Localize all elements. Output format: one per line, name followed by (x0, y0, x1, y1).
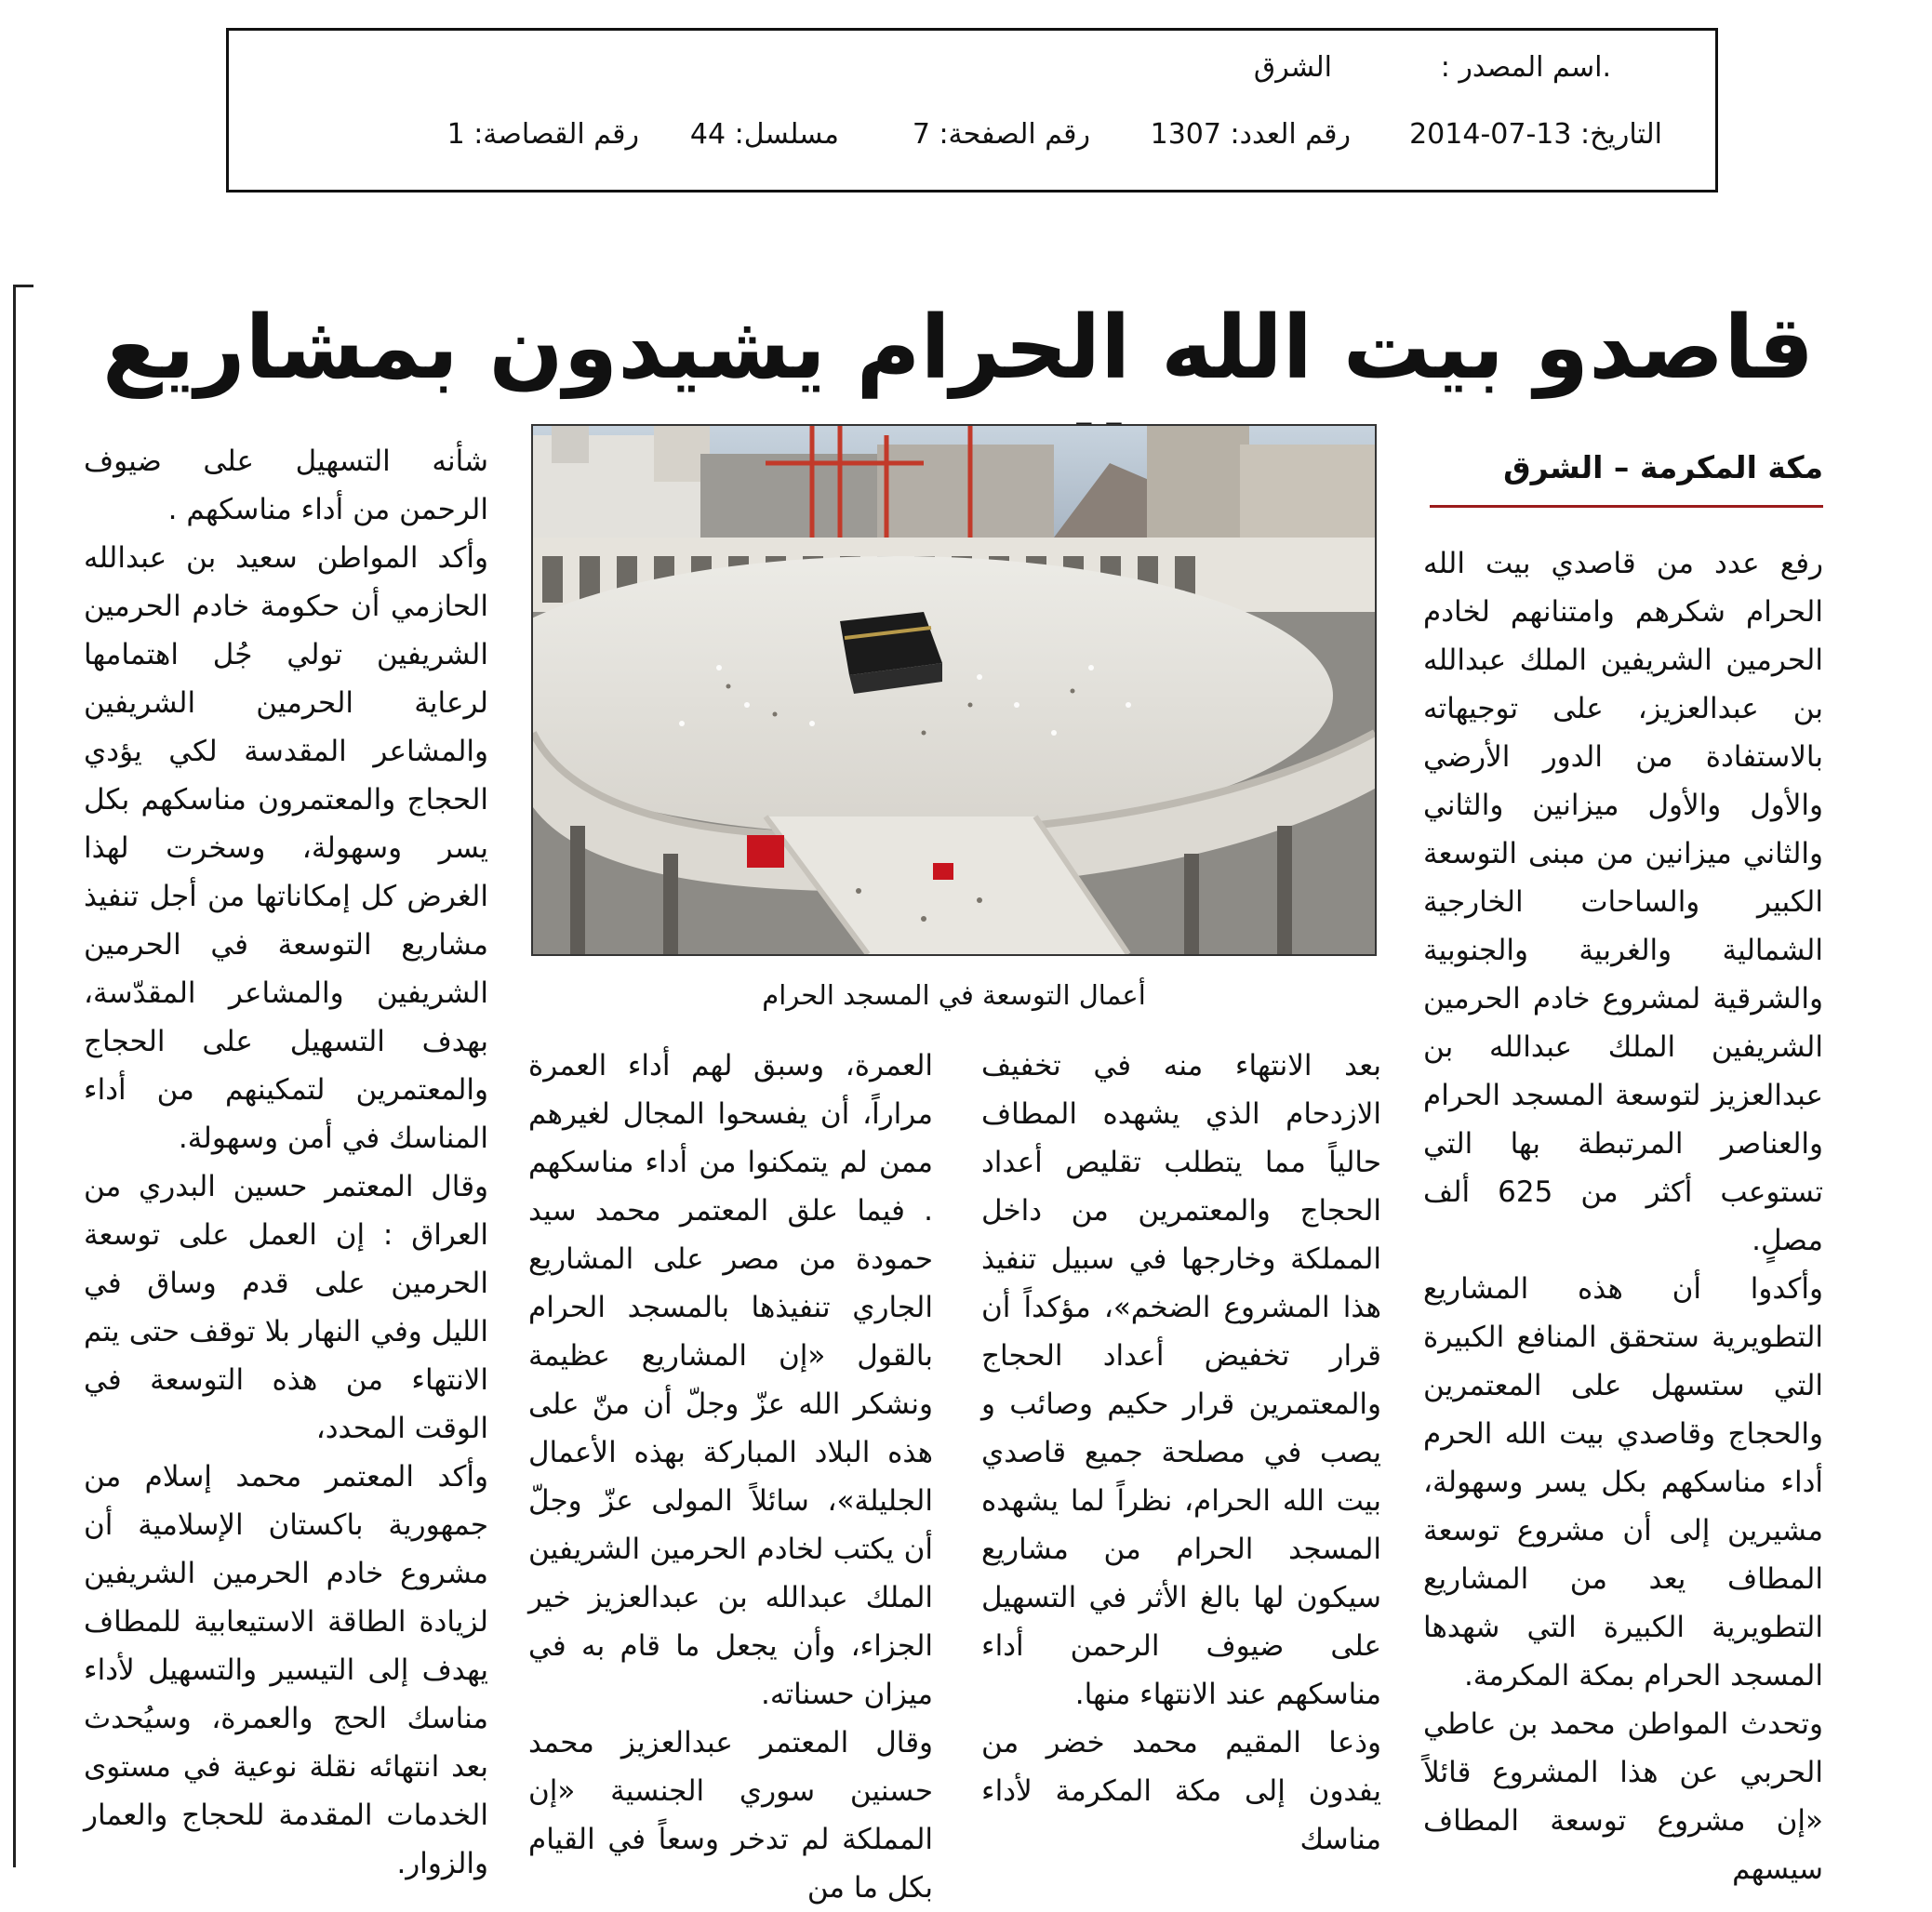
article-headline: قاصدو بيت الله الحرام يشيدون بمشاريع (101, 298, 1815, 399)
source-info-box (226, 28, 1718, 193)
dateline-rule (1430, 505, 1823, 508)
paragraph: وأكدوا أن هذه المشاريع التطويرية ستحقق المنافع الكبيرة التي ستسهل على المعتمرين والحجاج وقاصدي بيت الله الحرم أداء مناسكهم بكل يسر وسهولة، مشيرين إلى أن مشروع توسعة المطاف يعد من المشاريع التطويرية الكبيرة التي شهدها المسجد الحرام بمكة المكرمة. (1423, 1272, 1823, 1693)
paragraph: وذعا المقيم محمد خضر من يفدون إلى مكة المكرمة لأداء مناسك (981, 1726, 1381, 1856)
paragraph: بعد الانتهاء منه في تخفيف الازدحام الذي يشهده المطاف حالياً مما يتطلب تقليص أعداد الحجاج والمعتمرين من داخل المملكة وخارجها في سبيل تنفيذ هذا المشروع الضخم»، مؤكداً أن قرار تخفيض أعداد الحجاج والمعتمرين قرار حكيم وصائب و يصب في مصلحة جميع قاصدي بيت الله الحرام، نظراً لما يشهده المسجد الحرام من مشاريع سيكون لها بالغ الأثر في التسهيل على ضيوف الرحمن أداء مناسكهم عند الانتهاء منها. (981, 1049, 1381, 1711)
date-field: التاريخ: 13-07-2014 (1409, 118, 1662, 151)
clip-number-field: رقم القصاصة: 1 (446, 118, 639, 151)
source-value: الشرق (1253, 51, 1332, 84)
article-column-left (84, 437, 488, 1880)
grand-mosque-expansion-image (533, 426, 1375, 954)
photo-caption: أعمال التوسعة في المسجد الحرام (762, 979, 1146, 1011)
page-edge-rule (13, 286, 16, 1867)
source-label: .اسم المصدر : (1440, 51, 1611, 84)
article-column-mid-left (528, 1042, 933, 1905)
issue-number-field: رقم العدد: 1307 (1150, 118, 1351, 151)
paragraph: وقال المعتمر عبدالعزيز محمد حسنين سوري الجنسية «إن المملكة لم تدخر وسعاً في القيام بكل ما من (528, 1726, 933, 1905)
dateline: مكة المكرمة – الشرق (1503, 449, 1823, 485)
serial-field: مسلسل: 44 (689, 118, 839, 151)
paragraph: وقال المعتمر حسين البدري من العراق : إن العمل على توسعة الحرمين على قدم وساق في الليل وفي النهار بلا توقف حتى يتم الانتهاء من هذه التوسعة في الوقت المحدد، (84, 1170, 488, 1445)
paragraph: وتحدث المواطن محمد بن عاطي الحربي عن هذا المشروع قائلاً «إن مشروع توسعة المطاف سيسهم (1423, 1707, 1823, 1886)
article-column-mid-right (981, 1042, 1381, 1860)
page-edge-tick (13, 285, 33, 287)
page-number-field: رقم الصفحة: 7 (912, 118, 1090, 151)
paragraph: العمرة، وسبق لهم أداء العمرة مراراً، أن يفسحوا المجال لغيرهم ممن لم يتمكنوا من أداء مناسكهم . فيما علق المعتمر محمد سيد حمودة من مصر على المشاريع الجاري تنفيذها بالمسجد الحرام بالقول «إن المشاريع عظيمة ونشكر الله عزّ وجلّ أن منّ على هذه البلاد المباركة بهذه الأعمال الجليلة»، سائلاً المولى عزّ وجلّ أن يكتب لخادم الحرمين الشريفين الملك عبدالله بن عبدالعزيز خير الجزاء، وأن يجعل ما قام به في ميزان حسناته. (528, 1049, 933, 1711)
paragraph: وأكد المواطن سعيد بن عبدالله الحازمي أن حكومة خادم الحرمين الشريفين تولي جُل اهتمامها لرعاية الحرمين الشريفين والمشاعر المقدسة لكي يؤدي الحجاج والمعتمرون مناسكهم بكل يسر وسهولة، وسخرت لهذا الغرض كل إمكاناتها من أجل تنفيذ مشاريع التوسعة في الحرمين الشريفين والمشاعر المقدّسة، بهدف التسهيل على الحجاج والمعتمرين لتمكينهم من أداء المناسك في أمن وسهولة. (84, 541, 488, 1155)
paragraph: رفع عدد من قاصدي بيت الله الحرام شكرهم وامتنانهم لخادم الحرمين الشريفين الملك عبدالله بن عبدالعزيز، على توجيهاته بالاستفادة من الدور الأرضي والأول والأول ميزانين والثاني والثاني ميزانين من مبنى التوسعة الكبير والساحات الخارجية الشمالية والغربية والجنوبية والشرقية لمشروع خادم الحرمين الشريفين الملك عبدالله بن عبدالعزيز لتوسعة المسجد الحرام والعناصر المرتبطة بها التي تستوعب أكثر من 625 ألف مصلٍ. (1423, 547, 1823, 1257)
paragraph: شأنه التسهيل على ضيوف الرحمن من أداء مناسكهم . (84, 445, 488, 526)
article-photo (531, 424, 1377, 956)
article-column-right (1423, 539, 1823, 1886)
paragraph: وأكد المعتمر محمد إسلام من جمهورية باكستان الإسلامية أن مشروع خادم الحرمين الشريفين لزيادة الطاقة الاستيعابية للمطاف يهدف إلى التيسير والتسهيل لأداء مناسك الحج والعمرة، وسيُحدث بعد انتهائه نقلة نوعية في مستوى الخدمات المقدمة للحجاج والعمار والزوار. (84, 1460, 488, 1880)
